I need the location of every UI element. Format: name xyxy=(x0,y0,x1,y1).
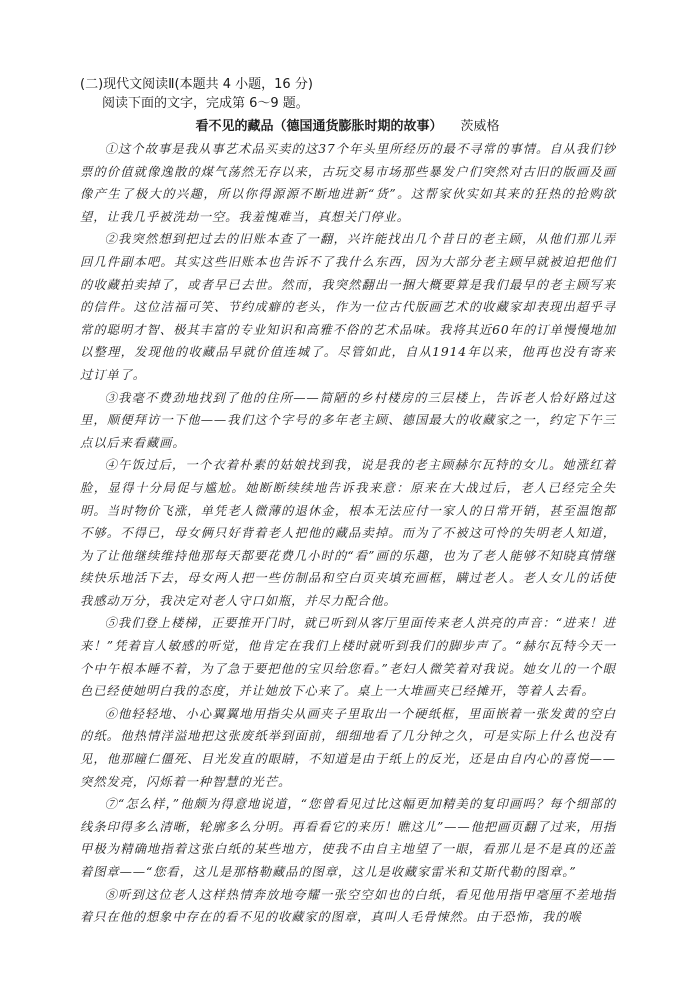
article-title: 看不见的藏品（德国通货膨胀时期的故事） xyxy=(195,119,443,134)
paragraph-5: ⑤我们登上楼梯，正要推开门时，就已听到从客厅里面传来老人洪亮的声音：“进来！进来！”凭着盲人敏感的听觉，他肯定在我们上楼时就听到我们的脚步声了。“赫尔瓦特今天一个中午根本睡不着，为了急于要把他的宝贝给您看。”老妇人微笑着对我说。她女儿的一个眼色已经使她明白我的态度，并让她放下心来了。桌上一大堆画夹已经摊开，等着人去看。 xyxy=(80,616,616,699)
paragraph-2: ②我突然想到把过去的旧账本查了一翻，兴许能找出几个昔日的老主顾，从他们那儿弄回几件副本吧。其实这些旧账本也告诉不了我什么东西，因为大部分老主顾早就被迫把他们的收藏拍卖掉了，或者早已去世。然而，我突然翻出一捆大概要算是我们最早的老主顾写来的信件。这位洁福可笑、节约成癖的老头，作为一位古代版画艺术的收藏家却表现出超乎寻常的聪明才智、极其丰富的专业知识和高雅不俗的艺术品味。我将其近60年的订单慢慢地加以整理，发现他的收藏品早就价值连城了。尽管如此，自从1914年以来，他再也没有寄来过订单了。 xyxy=(80,232,616,382)
section-title: (二)现代文阅读Ⅱ(本题共 4 小题，16 分) xyxy=(80,77,313,92)
article-author: 茨威格 xyxy=(460,119,500,134)
paragraph-3: ③我毫不费劲地找到了他的住所——简陋的乡村楼房的三层楼上，告诉老人恰好路过这里，顺便拜访一下他——我们这个字号的多年老主顾、德国最大的收藏家之一，约定下午三点以后来看藏画。 xyxy=(80,390,616,450)
question-header xyxy=(80,76,620,113)
reading-instruction: 阅读下面的文字，完成第 6～9 题。 xyxy=(102,96,309,111)
paragraph-6: ⑥他轻轻地、小心翼翼地用指尖从画夹子里取出一个硬纸框，里面嵌着一张发黄的空白的纸。他热情洋溢地把这张废纸举到面前，细细地看了几分钟之久，可是实际上什么也没有见，他那瞳仁僵死、目光发直的眼睛，不知道是由于纸上的反光，还是由自内心的喜悦——突然发亮，闪烁着一种智慧的光芒。 xyxy=(80,706,616,789)
paragraph-7: ⑦“怎么样，”他颇为得意地说道，“您曾看见过比这幅更加精美的复印画吗？每个细部的线条印得多么清晰，轮廓多么分明。再看看它的来历！瞧这儿”——他把画页翻了过来，用指甲极为精确地指着这张白纸的某些地方，使我不由自主地望了一眼，看那儿是不是真的还盖着图章——“您看，这儿是那格勒藏品的图章，这儿是收藏家雷米和艾斯代勒的图章。” xyxy=(80,797,616,879)
paragraph-4: ④午饭过后，一个衣着朴素的姑娘找到我，说是我的老主顾赫尔瓦特的女儿。她涨红着脸，显得十分局促与尴尬。她断断续续地告诉我来意：原来在大战过后，老人已经完全失明。当时物价飞涨，单凭老人微薄的退休金，根本无法应付一家人的日常开销，甚至温饱都不够。不得已，母女俩只好背着老人把他的藏品卖掉。而为了不被这可怜的失明老人知道，为了让他继续维持他那每天都要花费几小时的“看”画的乐趣，也为了老人能够不知晓真情继续快乐地活下去，母女两人把一些仿制品和空白页夹填充画框，瞒过老人。老人女儿的话使我感动万分，我决定对老人守口如瓶，并尽力配合他。 xyxy=(80,458,616,608)
article-body xyxy=(80,138,616,929)
article-title-line xyxy=(0,118,695,136)
paragraph-8: ⑧听到这位老人这样热情奔放地夸耀一张空空如也的白纸，看见他用指甲毫厘不差地指着只在他的想象中存在的看不见的收藏家的图章，真叫人毛骨悚然。由于恐怖，我的喉 xyxy=(80,887,616,925)
paragraph-1: ①这个故事是我从事艺术品买卖的这37个年头里所经历的最不寻常的事情。自从我们钞票的价值就像逸散的煤气荡然无存以来，古玩交易市场那些暴发户们突然对古旧的版画及画像产生了极大的兴趣，所以你得源源不断地进新“货”。这帮家伙实如其来的狂热的抢购欲望，让我几乎被洗劫一空。我羞愧难当，真想关门停业。 xyxy=(80,142,616,224)
